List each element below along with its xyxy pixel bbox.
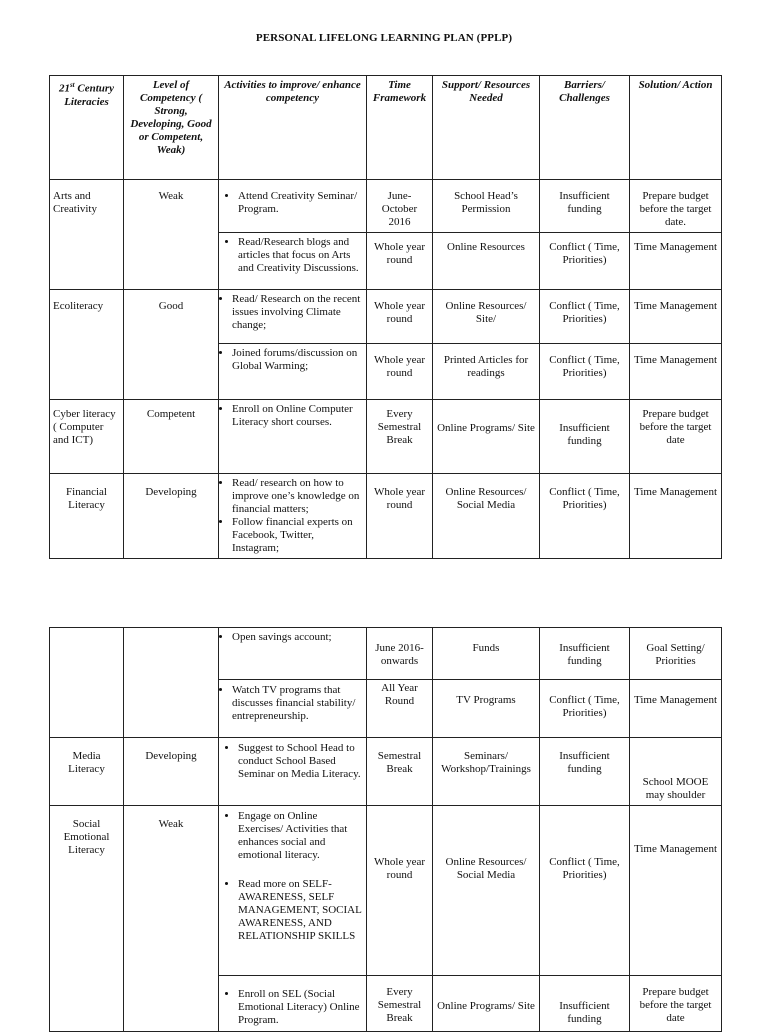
activity-cell xyxy=(219,680,367,738)
activity-item: • Enroll on SEL (Social Emotional Literacy) Online Program. xyxy=(238,988,363,1027)
table-row xyxy=(50,290,722,344)
activity-item: • Enroll on Online Computer Literacy short courses. xyxy=(232,403,363,429)
solution-cell: Time Management xyxy=(630,806,722,976)
activity-item: • Follow financial experts on Facebook, Twitter, Instagram; xyxy=(232,516,363,555)
time-cell: Whole year round xyxy=(367,806,433,976)
header-literacies: 21st Century Literacies xyxy=(50,76,124,180)
table-row xyxy=(50,806,722,976)
solution-cell: Time Management xyxy=(630,290,722,344)
table-row xyxy=(50,400,722,474)
solution-cell: Prepare budget before the target date xyxy=(630,976,722,1032)
header-support: Support/ Resources Needed xyxy=(433,76,540,180)
header-barriers: Barriers/ Challenges xyxy=(540,76,630,180)
activity-cell xyxy=(219,290,367,344)
support-cell: Printed Articles for readings xyxy=(433,344,540,400)
time-cell: Semestral Break xyxy=(367,738,433,806)
header-level: Level of Competency ( Strong, Developing, Good or Competent, Weak) xyxy=(124,76,219,180)
literacy-name: Arts and Creativity xyxy=(50,180,124,290)
header-time: Time Framework xyxy=(367,76,433,180)
activity-cell xyxy=(219,474,367,559)
barrier-cell: Conflict ( Time, Priorities) xyxy=(540,806,630,976)
table-row xyxy=(50,180,722,233)
barrier-cell: Insufficient funding xyxy=(540,976,630,1032)
competency-level: Developing xyxy=(124,738,219,806)
competency-level: Competent xyxy=(124,400,219,474)
activity-cell xyxy=(219,976,367,1032)
time-cell: Whole year round xyxy=(367,344,433,400)
solution-cell: Time Management xyxy=(630,680,722,738)
support-cell: Online Programs/ Site xyxy=(433,976,540,1032)
table-row xyxy=(50,474,722,559)
solution-cell: Goal Setting/ Priorities xyxy=(630,628,722,680)
support-cell: TV Programs xyxy=(433,680,540,738)
support-cell: School Head’s Permission xyxy=(433,180,540,233)
time-cell: Whole year round xyxy=(367,233,433,290)
solution-cell: School MOOE may shoulder xyxy=(630,738,722,806)
plan-table-page-2 xyxy=(49,627,722,1032)
time-cell: Whole year round xyxy=(367,290,433,344)
support-cell: Online Programs/ Site xyxy=(433,400,540,474)
competency-level: Developing xyxy=(124,474,219,559)
time-cell: All Year Round xyxy=(367,680,433,738)
time-cell: Whole year round xyxy=(367,474,433,559)
activity-cell xyxy=(219,738,367,806)
barrier-cell: Conflict ( Time, Priorities) xyxy=(540,680,630,738)
solution-cell: Time Management xyxy=(630,344,722,400)
competency-level xyxy=(124,628,219,738)
activity-cell xyxy=(219,400,367,474)
document-title: PERSONAL LIFELONG LEARNING PLAN (PPLP) xyxy=(255,32,513,44)
support-cell: Seminars/ Workshop/Trainings xyxy=(433,738,540,806)
activity-cell xyxy=(219,233,367,290)
support-cell: Funds xyxy=(433,628,540,680)
solution-cell: Prepare budget before the target date. xyxy=(630,180,722,233)
solution-cell: Prepare budget before the target date xyxy=(630,400,722,474)
time-cell: June- October 2016 xyxy=(367,180,433,233)
competency-level: Weak xyxy=(124,180,219,290)
plan-table-page-1 xyxy=(49,75,722,559)
solution-cell: Time Management xyxy=(630,474,722,559)
activity-item: • Joined forums/discussion on Global Warming; xyxy=(232,347,363,373)
literacy-name: Social Emotional Literacy xyxy=(50,806,124,1032)
time-cell: Every Semestral Break xyxy=(367,400,433,474)
activity-cell xyxy=(219,806,367,976)
header-row xyxy=(50,76,722,180)
support-cell: Online Resources xyxy=(433,233,540,290)
activity-cell xyxy=(219,180,367,233)
activity-item: • Engage on Online Exercises/ Activities that enhances social and emotional literacy. xyxy=(238,810,363,862)
barrier-cell: Conflict ( Time, Priorities) xyxy=(540,290,630,344)
activity-cell xyxy=(219,344,367,400)
barrier-cell: Insufficient funding xyxy=(540,738,630,806)
activity-item: • Suggest to School Head to conduct School Based Seminar on Media Literacy. xyxy=(238,742,363,781)
activity-item: • Read/Research blogs and articles that focus on Arts and Creativity Discussions. xyxy=(238,236,363,275)
time-cell: June 2016- onwards xyxy=(367,628,433,680)
barrier-cell: Conflict ( Time, Priorities) xyxy=(540,233,630,290)
barrier-cell: Insufficient funding xyxy=(540,628,630,680)
header-activities: Activities to improve/ enhance competency xyxy=(219,76,367,180)
barrier-cell: Insufficient funding xyxy=(540,180,630,233)
support-cell: Online Resources/ Site/ xyxy=(433,290,540,344)
activity-item: • Watch TV programs that discusses financial stability/ entrepreneurship. xyxy=(232,684,363,723)
solution-cell: Time Management xyxy=(630,233,722,290)
literacy-name xyxy=(50,628,124,738)
support-cell: Online Resources/ Social Media xyxy=(433,474,540,559)
barrier-cell: Conflict ( Time, Priorities) xyxy=(540,344,630,400)
barrier-cell: Insufficient funding xyxy=(540,400,630,474)
activity-item: • Attend Creativity Seminar/ Program. xyxy=(238,190,363,216)
competency-level: Weak xyxy=(124,806,219,1032)
header-solution: Solution/ Action xyxy=(630,76,722,180)
activity-item: • Read/ research on how to improve one’s knowledge on financial matters; xyxy=(232,477,363,516)
literacy-name: Media Literacy xyxy=(50,738,124,806)
activity-cell xyxy=(219,628,367,680)
barrier-cell: Conflict ( Time, Priorities) xyxy=(540,474,630,559)
competency-level: Good xyxy=(124,290,219,400)
support-cell: Online Resources/ Social Media xyxy=(433,806,540,976)
time-cell: Every Semestral Break xyxy=(367,976,433,1032)
activity-item: • Read more on SELF-AWARENESS, SELF MANAGEMENT, SOCIAL AWARENESS, AND RELATIONSHIP SKILLS xyxy=(238,878,363,943)
literacy-name: Cyber literacy ( Computer and ICT) xyxy=(50,400,124,474)
activity-item: • Read/ Research on the recent issues involving Climate change; xyxy=(232,293,363,332)
table-row xyxy=(50,738,722,806)
literacy-name: Financial Literacy xyxy=(50,474,124,559)
table-row xyxy=(50,628,722,680)
literacy-name: Ecoliteracy xyxy=(50,290,124,400)
activity-item: • Open savings account; xyxy=(232,631,363,644)
